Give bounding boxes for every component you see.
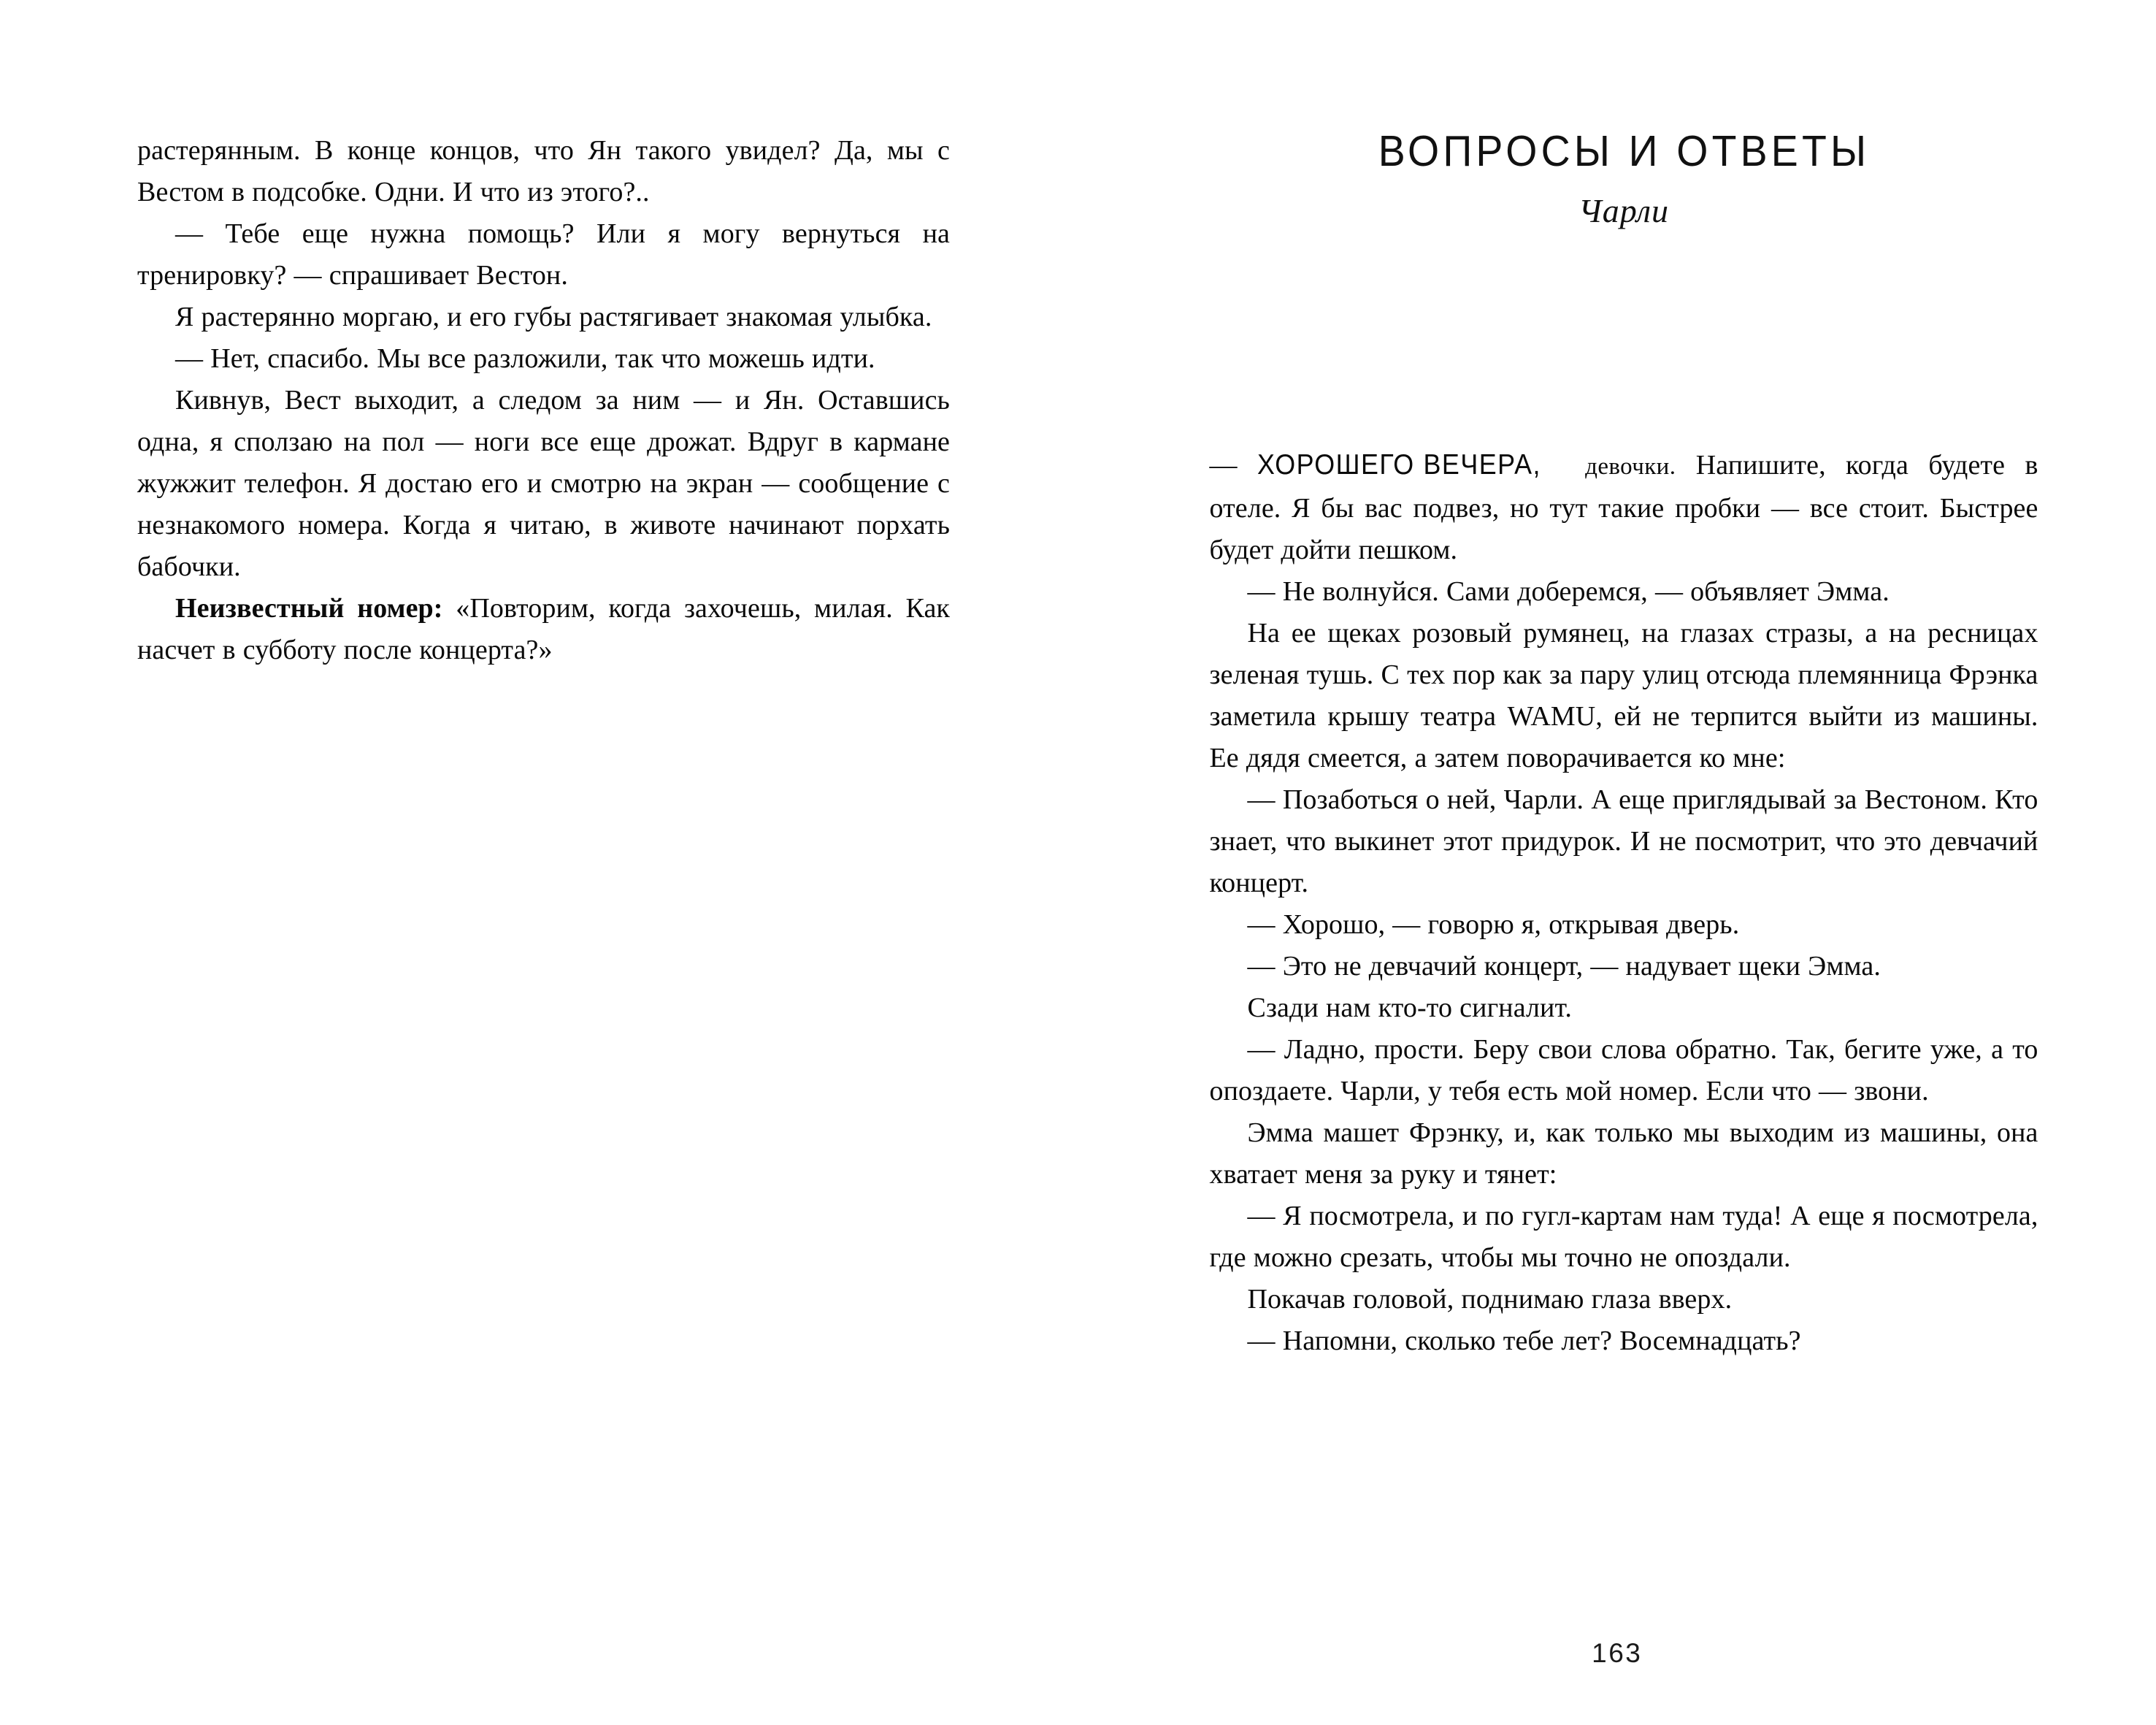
paragraph: растерянным. В конце концов, что Ян такого увидел? Да, мы с Вестом в подсобке. Одни. И что из этого?.. [137,135,950,207]
sms-sender-label: Неизвестный номер: [175,593,443,624]
paragraph: — Позаботься о ней, Чарли. А еще приглядывай за Вестоном. Кто знает, что выкинет этот придурок. И не посмотрит, что это девчачий концерт. [1209,784,2038,898]
paragraph: — Это не девчачий концерт, — надувает щеки Эмма. [1247,951,1881,982]
chapter-opening-paragraph [1210,444,2038,571]
paragraph: Покачав головой, поднимаю глаза вверх. [1247,1284,1733,1315]
paragraph: Я растерянно моргаю, и его губы растягивает знакомая улыбка. [175,302,932,332]
paragraph: Эмма машет Фрэнку, и, как только мы выходим из машины, она хватает меня за руку и тянет: [1209,1117,2038,1190]
paragraph: — Ладно, прости. Беру свои слова обратно. Так, бегите уже, а то опоздаете. Чарли, у тебя есть мой номер. Если что — звони. [1209,1034,2038,1106]
paragraph: — Напомни, сколько тебе лет? Восемнадцать? [1247,1326,1801,1356]
paragraph: На ее щеках розовый румянец, на глазах стразы, а на ресницах зеленая тушь. С тех пор как за пару улиц отсюда племянница Фрэнка заметила крышу театра WAMU, ей не терпится выйти из машины. Ее дядя смеется, а затем поворачивается ко мне: [1209,618,2038,773]
chapter-title: ВОПРОСЫ И ОТВЕТЫ [1378,127,1870,175]
left-page-text-column [137,130,950,671]
opening-em-dash: — [1209,450,1257,481]
opening-small-caps-run: девочки. [1565,454,1676,480]
sms-message-body: «Повторим, когда захочешь, милая. Как насчет в субботу после концерта?» [137,593,950,665]
page-right-recto [1078,0,2156,1725]
chapter-subtitle-narrator: Чарли [1578,192,1669,229]
paragraph: — Я посмотрела, и по гугл-картам нам туда! А еще я посмотрела, где можно срезать, чтобы мы точно не опоздали. [1209,1201,2038,1273]
sms-message-paragraph [137,588,950,671]
opening-caps-run: ХОРОШЕГО ВЕЧЕРА, [1257,449,1541,481]
paragraph: Кивнув, Вест выходит, а следом за ним — и Ян. Оставшись одна, я сползаю на пол — ноги все еще дрожат. Вдруг в кармане жужжит телефон. Я достаю его и смотрю на экран — сообщение с незнакомого номера. Когда я читаю, в животе начинают порхать бабочки. [137,385,950,582]
opening-rest: Напишите, когда будете в отеле. Я бы вас подвез, но тут такие пробки — все стоит. Быстрее будет дойти пешком. [1209,450,2038,565]
paragraph: — Хорошо, — говорю я, открывая дверь. [1247,909,1740,940]
right-page-text-column [1210,444,2038,1362]
paragraph: Сзади нам кто-то сигналит. [1247,992,1572,1023]
paragraph: — Тебе еще нужна помощь? Или я могу вернуться на тренировку? — спрашивает Вестон. [137,218,950,291]
paragraph: — Не волнуйся. Сами доберемся, — объявляет Эмма. [1247,576,1890,607]
page-number: 163 [1592,1638,1643,1668]
paragraph: — Нет, спасибо. Мы все разложили, так что можешь идти. [175,343,875,374]
chapter-heading-block [1210,126,2038,232]
